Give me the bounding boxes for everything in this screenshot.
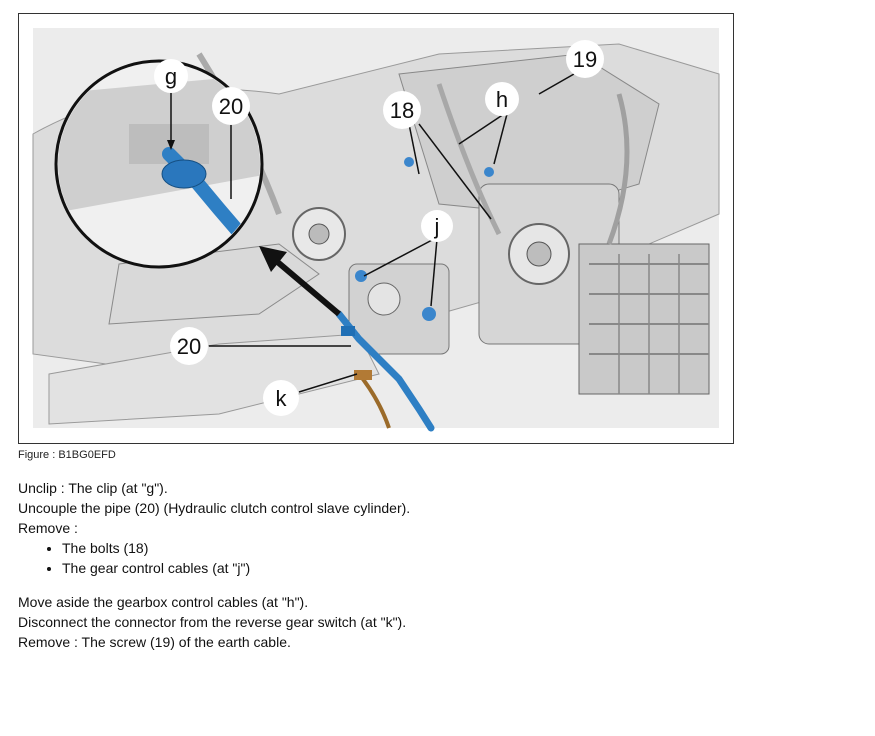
step-uncouple: Uncouple the pipe (20) (Hydraulic clutch control slave cylinder). — [18, 500, 411, 516]
figure-image — [18, 13, 734, 444]
step-disconnect: Disconnect the connector from the reverse gear switch (at "k"). — [18, 614, 407, 630]
callout-18: 18 — [389, 98, 415, 123]
remove-item-bolts: • The bolts (18) — [62, 538, 858, 558]
step-move-aside: Move aside the gearbox control cables (at "h"). — [18, 594, 309, 610]
figure-caption: Figure : B1BG0EFD — [18, 449, 116, 461]
callout-h: h — [495, 87, 509, 112]
step-remove-screw: Remove : The screw (19) of the earth cable. — [18, 634, 291, 650]
callout-g: g — [164, 64, 178, 89]
engine-illustration — [19, 14, 733, 443]
remove-item-cables: • The gear control cables (at "j") — [62, 558, 858, 578]
step-unclip: Unclip : The clip (at "g"). — [18, 480, 168, 496]
step-remove-heading: Remove : — [18, 520, 78, 536]
callout-k: k — [275, 386, 287, 411]
callout-19: 19 — [572, 47, 598, 72]
callout-j: j — [434, 214, 440, 239]
instruction-list — [18, 478, 858, 652]
remove-items-list — [18, 538, 858, 578]
callout-20-inset: 20 — [218, 94, 244, 119]
callout-20-main: 20 — [176, 334, 202, 359]
